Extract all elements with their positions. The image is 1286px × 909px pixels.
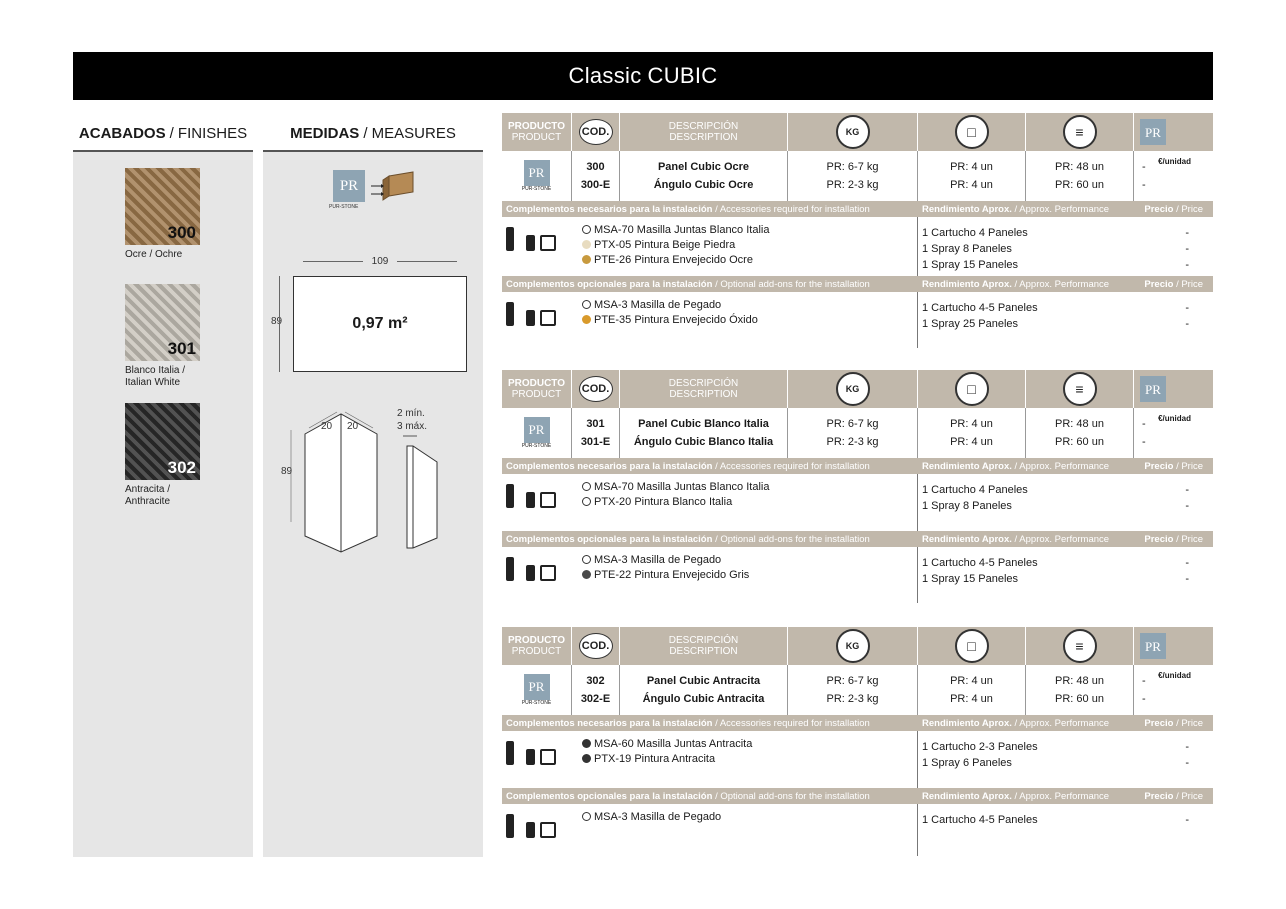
panel-height-dim: 89: [271, 316, 283, 327]
finish-swatch: [125, 403, 200, 480]
required-accessories: [502, 474, 1213, 531]
optional-item: MSA-3 Masilla de Pegado: [582, 810, 917, 825]
spray-icon: [526, 492, 535, 508]
req-band: Complementos necesarios para la instalación / Accessories required for installation Rendimiento Aprox. / Approx. Performance Precio / Price: [502, 201, 1213, 217]
finishes-panel: [73, 116, 253, 857]
purstone-logo-text: PUR-STONE: [521, 700, 552, 706]
purstone-logo-text: PUR-STONE: [329, 204, 359, 210]
purstone-logo: PR: [1140, 119, 1166, 145]
title-bold: CUBIC: [647, 63, 718, 88]
cartridge-icon: [506, 814, 514, 838]
corner-height-dim: 89: [281, 466, 293, 477]
optional-item: PTE-35 Pintura Envejecido Óxido: [582, 313, 917, 328]
performance-value: 1 Cartucho 4 Paneles: [922, 484, 1028, 496]
finish-code: 300: [167, 223, 196, 242]
paint-can-icon: [540, 565, 556, 581]
col-weight: [788, 113, 918, 151]
purstone-logo: PR: [524, 417, 550, 443]
optional-item: PTE-22 Pintura Envejecido Gris: [582, 568, 917, 583]
price-value: -: [1185, 573, 1189, 585]
box-icon: □: [955, 629, 989, 663]
tools-icons: [502, 804, 582, 856]
box-icon: □: [955, 372, 989, 406]
paint-color-dot: [582, 812, 591, 821]
measures-panel: [263, 116, 483, 857]
paint-can-icon: [540, 310, 556, 326]
opt-band: Complementos opcionales para la instalación / Optional add-ons for the installation Rendimiento Aprox. / Approx. Performance Precio / Price: [502, 788, 1213, 804]
paint-can-icon: [540, 822, 556, 838]
cartridge-icon: [506, 557, 514, 581]
finish-code: 302: [167, 458, 196, 477]
required-item: PTX-19 Pintura Antracita: [582, 752, 917, 767]
panel-stack-icon: [367, 168, 417, 204]
performance-value: 1 Spray 8 Paneles: [922, 243, 1012, 255]
col-box: [918, 113, 1026, 151]
col-description: DESCRIPCIÓN DESCRIPTION: [620, 627, 788, 665]
performance-value: 1 Spray 6 Paneles: [922, 757, 1012, 769]
price-value: -: [1185, 557, 1189, 569]
measures-header: [263, 116, 483, 152]
price-value: -: [1185, 227, 1189, 239]
pallet-icon: ≡: [1063, 115, 1097, 149]
col-weight: [788, 627, 918, 665]
col-pallet: [1026, 113, 1134, 151]
spray-icon: [526, 310, 535, 326]
performance-value: 1 Cartucho 4 Paneles: [922, 227, 1028, 239]
paint-color-dot: [582, 300, 591, 309]
spray-icon: [526, 235, 535, 251]
col-box: [918, 370, 1026, 408]
finish-swatch: [125, 284, 200, 361]
cartridge-icon: [506, 302, 514, 326]
required-item: PTE-26 Pintura Envejecido Ocre: [582, 253, 917, 268]
purstone-logo: PR: [524, 160, 550, 186]
opt-band: Complementos opcionales para la instalación / Optional add-ons for the installation Rendimiento Aprox. / Approx. Performance Precio / Price: [502, 531, 1213, 547]
required-item: PTX-20 Pintura Blanco Italia: [582, 495, 917, 510]
req-band: Complementos necesarios para la instalación / Accessories required for installation Rendimiento Aprox. / Approx. Performance Precio / Price: [502, 458, 1213, 474]
required-item: MSA-70 Masilla Juntas Blanco Italia: [582, 480, 917, 495]
per-unit-label: €/unidad: [1158, 157, 1191, 166]
col-product: PRODUCTO PRODUCT: [502, 370, 572, 408]
weight-icon: KG: [836, 372, 870, 406]
paint-color-dot: [582, 255, 591, 264]
price-value: -: [1185, 259, 1189, 271]
height-line: [279, 276, 280, 372]
product-row: PR PUR-STONE 302 302-E Panel Cubic Antracita Ángulo Cubic Antracita PR: 6-7 kg PR: 2-3 kg PR: 4 un PR: 4 un PR: 48 un PR: 60 un €/unidad - -: [502, 665, 1213, 715]
paint-color-dot: [582, 315, 591, 324]
corner-diagram: [283, 406, 473, 566]
performance-value: 1 Spray 15 Paneles: [922, 573, 1019, 585]
table-header: [502, 113, 1213, 151]
optional-accessories: [502, 292, 1213, 348]
tools-icons: [502, 731, 582, 788]
finish-code: 301: [167, 339, 196, 358]
paint-color-dot: [582, 497, 591, 506]
performance-value: 1 Spray 25 Paneles: [922, 318, 1019, 330]
finish-label-en: Italian White: [125, 377, 181, 388]
price-value: -: [1185, 302, 1189, 314]
required-item: PTX-05 Pintura Beige Piedra: [582, 238, 917, 253]
required-accessories: [502, 731, 1213, 788]
spray-icon: [526, 749, 535, 765]
performance-value: 1 Cartucho 4-5 Paneles: [922, 557, 1038, 569]
per-unit-label: €/unidad: [1158, 414, 1191, 423]
price-value: -: [1185, 500, 1189, 512]
opt-band: Complementos opcionales para la instalación / Optional add-ons for the installation Rendimiento Aprox. / Approx. Performance Precio / Price: [502, 276, 1213, 292]
corner-a-dim: 20: [321, 421, 333, 432]
performance-value: 1 Spray 15 Paneles: [922, 259, 1019, 271]
per-unit-label: €/unidad: [1158, 671, 1191, 680]
optional-item: MSA-3 Masilla de Pegado: [582, 553, 917, 568]
corner-b-dim: 20: [347, 421, 359, 432]
spray-icon: [526, 822, 535, 838]
weight-icon: KG: [836, 629, 870, 663]
tools-icons: [502, 292, 582, 348]
box-icon: □: [955, 115, 989, 149]
col-price: [1134, 627, 1213, 665]
performance-value: 1 Cartucho 4-5 Paneles: [922, 814, 1038, 826]
finish-label: [125, 365, 185, 389]
col-description: DESCRIPCIÓN DESCRIPTION: [620, 113, 788, 151]
product-row: PR PUR-STONE 301 301-E Panel Cubic Blanco Italia Ángulo Cubic Blanco Italia PR: 6-7 kg PR: 2-3 kg PR: 4 un PR: 4 un PR: 48 un PR: 60 un €/unidad - -: [502, 408, 1213, 458]
finish-swatch: [125, 168, 200, 245]
col-weight: [788, 370, 918, 408]
weight-icon: KG: [836, 115, 870, 149]
purstone-logo: PR: [1140, 376, 1166, 402]
col-price: [1134, 113, 1213, 151]
price-value: -: [1185, 318, 1189, 330]
price-value: -: [1185, 741, 1189, 753]
price-value: -: [1185, 757, 1189, 769]
joint-max: 3 máx.: [397, 421, 428, 432]
col-product: PRODUCTO PRODUCT: [502, 627, 572, 665]
product-table: [502, 370, 1213, 603]
title-light: Classic: [568, 63, 642, 88]
table-header: [502, 370, 1213, 408]
tools-icons: [502, 474, 582, 531]
finish-label: [125, 484, 170, 508]
finish-label-en: Anthracite: [125, 496, 171, 507]
optional-accessories: [502, 547, 1213, 603]
measures-title: MEDIDAS: [290, 124, 360, 142]
cartridge-icon: [506, 741, 514, 765]
required-item: MSA-70 Masilla Juntas Blanco Italia: [582, 223, 917, 238]
col-price: [1134, 370, 1213, 408]
paint-can-icon: [540, 235, 556, 251]
paint-color-dot: [582, 555, 591, 564]
col-code: COD.: [572, 370, 620, 408]
page-title: [73, 52, 1213, 100]
paint-color-dot: [582, 754, 591, 763]
finish-label-es: Ocre / Ochre: [125, 249, 183, 260]
required-item: MSA-60 Masilla Juntas Antracita: [582, 737, 917, 752]
panel-area-box: 0,97 m²: [293, 276, 467, 372]
optional-item: MSA-3 Masilla de Pegado: [582, 298, 917, 313]
spray-icon: [526, 565, 535, 581]
purstone-logo: PR: [1140, 633, 1166, 659]
tools-icons: [502, 217, 582, 276]
col-pallet: [1026, 370, 1134, 408]
joint-min: 2 mín.: [397, 408, 425, 419]
cartridge-icon: [506, 484, 514, 508]
table-header: [502, 627, 1213, 665]
purstone-logo-text: PUR-STONE: [521, 186, 552, 192]
paint-can-icon: [540, 749, 556, 765]
finishes-subtitle: / FINISHES: [169, 124, 248, 142]
measures-subtitle: / MEASURES: [363, 124, 456, 142]
paint-can-icon: [540, 492, 556, 508]
col-product: PRODUCTO PRODUCT: [502, 113, 572, 151]
performance-value: 1 Spray 8 Paneles: [922, 500, 1012, 512]
optional-accessories: [502, 804, 1213, 856]
finish-label-es: Blanco Italia /: [125, 365, 186, 376]
finishes-header: [73, 116, 253, 152]
col-pallet: [1026, 627, 1134, 665]
panel-width-dim: 109: [293, 256, 467, 267]
finish-label-es: Antracita /: [125, 484, 171, 495]
col-code: COD.: [572, 113, 620, 151]
price-value: -: [1185, 484, 1189, 496]
paint-color-dot: [582, 570, 591, 579]
paint-color-dot: [582, 240, 591, 249]
price-value: -: [1185, 243, 1189, 255]
purstone-logo: PR: [333, 170, 365, 202]
finish-label: [125, 249, 182, 261]
product-table: [502, 627, 1213, 856]
performance-value: 1 Cartucho 4-5 Paneles: [922, 302, 1038, 314]
cartridge-icon: [506, 227, 514, 251]
req-band: Complementos necesarios para la instalación / Accessories required for installation Rendimiento Aprox. / Approx. Performance Precio / Price: [502, 715, 1213, 731]
paint-color-dot: [582, 739, 591, 748]
tools-icons: [502, 547, 582, 603]
product-row: PR PUR-STONE 300 300-E Panel Cubic Ocre Ángulo Cubic Ocre PR: 6-7 kg PR: 2-3 kg PR: 4 un PR: 4 un PR: 48 un PR: 60 un €/unidad - -: [502, 151, 1213, 201]
price-value: -: [1185, 814, 1189, 826]
paint-color-dot: [582, 225, 591, 234]
purstone-logo-text: PUR-STONE: [521, 443, 552, 449]
paint-color-dot: [582, 482, 591, 491]
product-table: [502, 113, 1213, 348]
required-accessories: [502, 217, 1213, 276]
pallet-icon: ≡: [1063, 629, 1097, 663]
purstone-logo: PR: [524, 674, 550, 700]
col-code: COD.: [572, 627, 620, 665]
pallet-icon: ≡: [1063, 372, 1097, 406]
col-description: DESCRIPCIÓN DESCRIPTION: [620, 370, 788, 408]
finishes-title: ACABADOS: [78, 124, 166, 142]
col-box: [918, 627, 1026, 665]
performance-value: 1 Cartucho 2-3 Paneles: [922, 741, 1038, 753]
